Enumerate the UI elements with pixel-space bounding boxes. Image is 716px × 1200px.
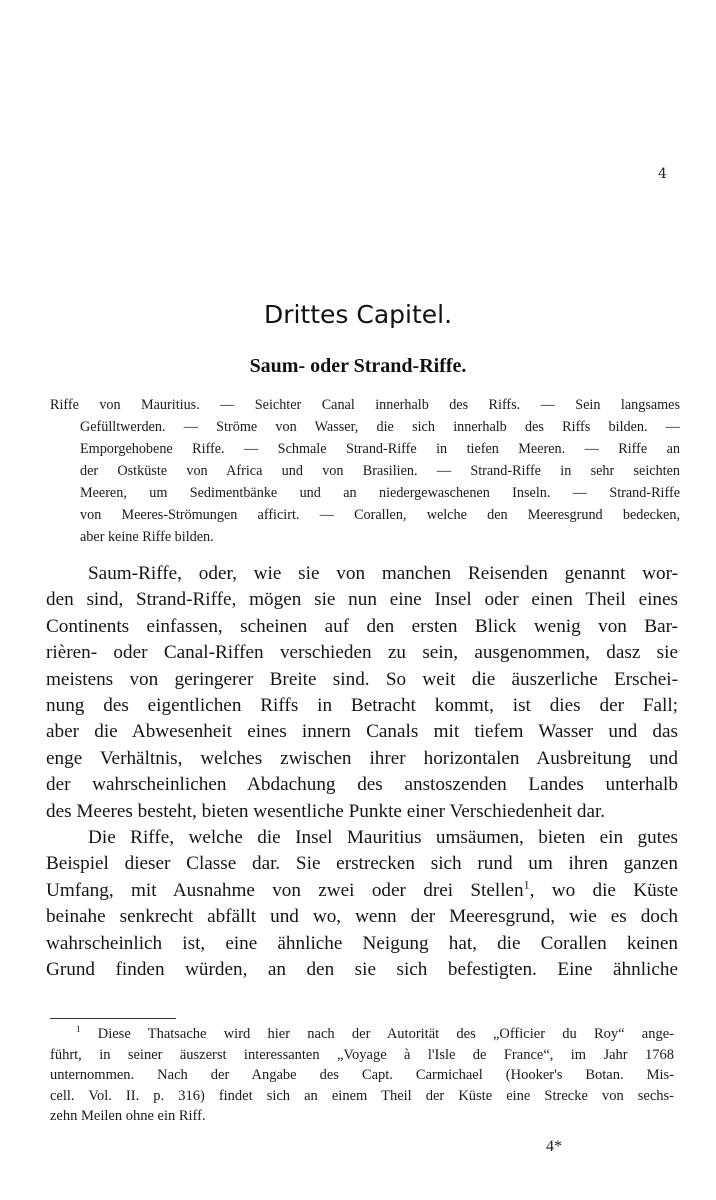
text-line: Grund finden würden, an den sie sich befestigten. Eine ähnliche — [46, 959, 678, 981]
text-line: meistens von geringerer Breite sind. So weit die äuszerliche Erschei- — [46, 668, 678, 690]
text-line: wahrscheinlich ist, eine ähnliche Neigung hat, die Corallen keinen — [46, 932, 678, 954]
text-line: beinahe senkrecht abfällt und wo, wenn der Meeresgrund, wie es doch — [46, 906, 678, 928]
text-line: enge Verhältnis, welches zwischen ihrer horizontalen Ausbreitung und — [46, 747, 678, 769]
footnote-line — [50, 1024, 674, 1045]
body-text — [46, 561, 678, 984]
footnote-line: unternommen. Nach der Angabe des Capt. Carmichael (Hooker's Botan. Mis- — [50, 1067, 674, 1083]
section-title: Saum- oder Strand-Riffe. — [249, 355, 467, 377]
footnote-reference[interactable]: 1 — [523, 877, 530, 892]
text-line: rièren- oder Canal-Riffen verschieden zu sein, ausgenommen, dasz sie — [46, 642, 678, 664]
summary-line: aber keine Riffe bilden. — [80, 529, 214, 545]
chapter-title: Drittes Capitel. — [263, 300, 453, 329]
text-line: aber die Abwesenheit eines innern Canals mit tiefem Wasser und das — [46, 721, 678, 743]
text-line: der wahrscheinlichen Abdachung des anstoszenden Landes unterhalb — [46, 774, 678, 796]
text-line: nung des eigentlichen Riffs in Betracht kommt, ist dies der Fall; — [46, 695, 678, 717]
summary-line: Gefülltwerden. — Ströme von Wasser, die sich innerhalb des Riffs bilden. — — [80, 419, 680, 435]
text-line-with-footnote — [46, 878, 678, 904]
summary-line: Meeren, um Sedimentbänke und an niedergewaschenen Inseln. — Strand-Riffe — [80, 485, 680, 501]
text-segment: Umfang, mit Ausnahme von zwei oder drei Stellen — [46, 879, 524, 901]
text-line: Continents einfassen, scheinen auf den ersten Blick wenig von Bar- — [46, 615, 678, 637]
footnote-text: Diese Thatsache wird hier nach der Autorität des „Officier du Roy“ ange- — [97, 1026, 675, 1042]
text-line: Beispiel dieser Classe dar. Sie erstrecken sich rund um ihren ganzen — [46, 853, 678, 875]
footnote-marker: 1 — [76, 1024, 81, 1035]
footnote-line: führt, in seiner äuszerst interessanten „Voyage à l'Isle de France“, im Jahr 1768 — [50, 1046, 674, 1063]
footnote-divider — [50, 1018, 176, 1019]
summary-line: Emporgehobene Riffe. — Schmale Strand-Riffe in tiefen Meeren. — Riffe an — [80, 441, 680, 457]
summary-line: von Meeres-Strömungen afficirt. — Corallen, welche den Meeresgrund bedecken, — [80, 507, 680, 523]
text-segment: , wo die Küste — [529, 879, 678, 901]
paragraph-1 — [46, 561, 678, 825]
footnote-line: cell. Vol. II. p. 316) findet sich an einem Theil der Küste eine Strecke von sechs- — [50, 1087, 674, 1104]
signature-mark: 4* — [546, 1138, 562, 1155]
text-line: des Meeres besteht, bieten wesentliche Punkte einer Verschiedenheit dar. — [46, 800, 606, 822]
footnote-line: zehn Meilen ohne ein Riff. — [50, 1108, 206, 1124]
text-line: Saum-Riffe, oder, wie sie von manchen Reisenden genannt wor- — [88, 563, 678, 584]
summary-line: der Ostküste von Africa und von Brasilien. — Strand-Riffe in sehr seichten — [80, 463, 680, 479]
paragraph-2 — [46, 825, 678, 983]
footnote — [50, 1024, 674, 1127]
summary-line: Riffe von Mauritius. — Seichter Canal innerhalb des Riffs. — Sein langsames — [50, 397, 680, 413]
corner-mark: 4 — [658, 166, 667, 182]
text-line: den sind, Strand-Riffe, mögen sie nun eine Insel oder einen Theil eines — [46, 589, 678, 611]
text-line: Die Riffe, welche die Insel Mauritius umsäumen, bieten ein gutes — [88, 827, 678, 849]
chapter-summary — [50, 394, 680, 548]
